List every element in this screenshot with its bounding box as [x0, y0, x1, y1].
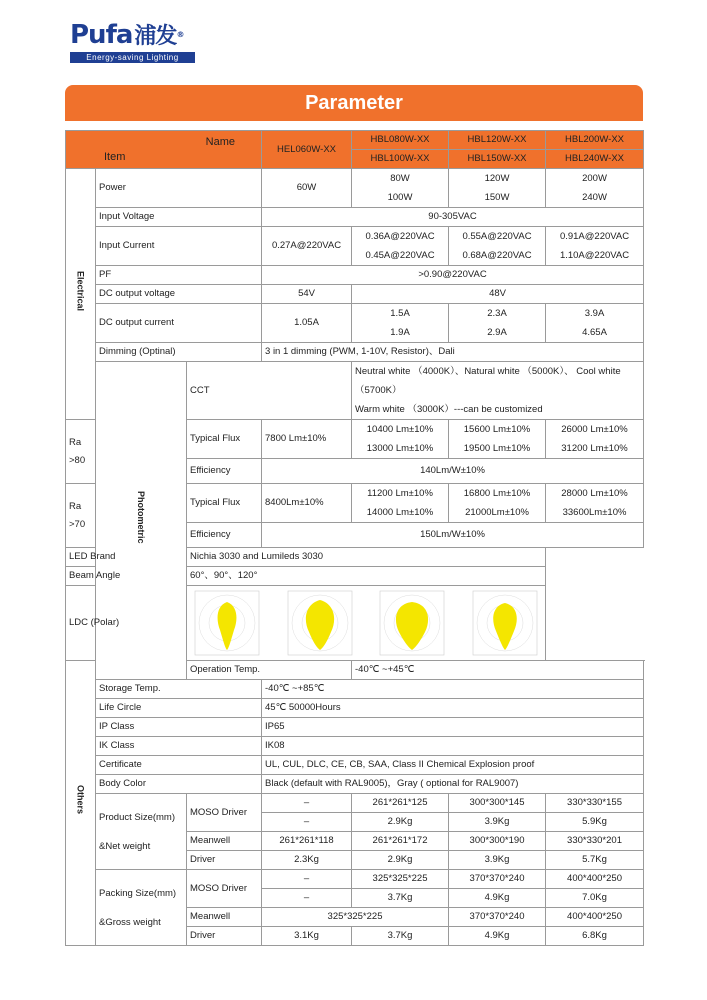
- ra70-label: Ra >70: [66, 484, 96, 548]
- ra70-v1: 8400Lm±10%: [262, 484, 352, 523]
- power-v3a: 120W: [484, 173, 510, 184]
- product-driver-label: Driver: [187, 851, 262, 870]
- ra80-v2b: 13000 Lm±10%: [366, 443, 434, 454]
- dc-voltage-v2: 48V: [352, 285, 644, 304]
- product-mw-size-2: 261*261*172: [352, 832, 449, 851]
- product-moso-size-2: 261*261*125: [352, 794, 449, 813]
- row-ip: [66, 718, 644, 737]
- ra80-v4a: 26000 Lm±10%: [561, 424, 628, 435]
- polar-curve: [396, 602, 428, 650]
- body-color-label: Body Color: [96, 775, 262, 794]
- logo-cn: 浦发: [134, 24, 177, 49]
- dc-current-v1: 1.05A: [262, 304, 352, 343]
- dc-current-label: DC output current: [96, 304, 262, 343]
- row-beam-angle: [66, 567, 644, 586]
- packing-moso-weight-4: 7.0Kg: [546, 889, 644, 908]
- packing-moso-size-1: –: [262, 870, 352, 889]
- input-voltage-label: Input Voltage: [96, 208, 262, 227]
- power-v2b: 100W: [387, 192, 413, 203]
- input-voltage-value: 90-305VAC: [262, 208, 644, 227]
- packing-meanwell-label: Meanwell: [187, 908, 262, 927]
- ra80-v4b: 31200 Lm±10%: [561, 443, 628, 454]
- ra80-v3a: 15600 Lm±10%: [463, 424, 531, 435]
- product-moso-size-4: 330*330*155: [546, 794, 644, 813]
- life-label: Life Circle: [96, 699, 262, 718]
- input-current-label: Input Current: [96, 227, 262, 266]
- row-ik: [66, 737, 644, 756]
- life-value: 45℃ 50000Hours: [262, 699, 644, 718]
- pf-value: >0.90@220VAC: [262, 266, 644, 285]
- row-input-current: [66, 227, 644, 266]
- product-moso-size-3: 300*300*145: [449, 794, 546, 813]
- cct-line1: Neutral white （4000K）、Natural white （5000K）、 Cool white （5700K）: [355, 366, 621, 396]
- header-row: [66, 131, 644, 150]
- product-mw-weight-1: 2.3Kg: [262, 851, 352, 870]
- row-dc-current: [66, 304, 644, 343]
- power-v3b: 150W: [484, 192, 510, 203]
- polar-diagram-4: [472, 590, 538, 656]
- packing-mw-size-12: 325*325*225: [262, 908, 449, 927]
- packing-moso-label: MOSO Driver: [187, 870, 262, 908]
- product-mw-size-4: 330*330*201: [546, 832, 644, 851]
- packing-moso-size-2: 325*325*225: [352, 870, 449, 889]
- polar-curve: [218, 602, 237, 650]
- ra80-v3b: 19500 Lm±10%: [463, 443, 531, 454]
- dc-current-v4b: 4.65A: [582, 327, 607, 338]
- power-label: Power: [96, 169, 262, 208]
- net-weight-label: &Net weight: [99, 840, 151, 852]
- brand-logo: [70, 20, 210, 68]
- packing-moso-weight-1: –: [262, 889, 352, 908]
- row-dc-voltage: [66, 285, 644, 304]
- led-brand-label: LED Brand: [66, 548, 187, 567]
- body-color-value: Black (default with RAL9005)，Gray ( optional for RAL9007): [262, 775, 644, 794]
- header-col4b: HBL240W-XX: [546, 150, 644, 169]
- polar-diagram-120: [379, 590, 445, 656]
- packing-mw-weight-4: 6.8Kg: [546, 927, 644, 946]
- page-title: Parameter: [65, 85, 643, 121]
- parameter-table: [65, 130, 644, 946]
- power-v1: 60W: [262, 169, 352, 208]
- storage-temp-label: Storage Temp.: [96, 680, 262, 699]
- ra80-v2a: 10400 Lm±10%: [366, 424, 434, 435]
- product-moso-weight-2: 2.9Kg: [352, 813, 449, 832]
- ra80-eff: 140Lm/W±10%: [262, 459, 644, 484]
- logo-brand: Pufa: [70, 20, 133, 50]
- cct-label: CCT: [187, 362, 352, 420]
- dc-current-v3b: 2.9A: [487, 327, 507, 338]
- pf-label: PF: [96, 266, 262, 285]
- packing-mw-weight-1: 3.1Kg: [262, 927, 352, 946]
- logo-tagline: Energy-saving Lighting: [70, 52, 195, 63]
- dimming-label: Dimming (Optinal): [96, 343, 262, 362]
- row-body-color: [66, 775, 644, 794]
- packing-moso-weight-2: 3.7Kg: [352, 889, 449, 908]
- ra80-label: Ra >80: [66, 420, 96, 484]
- ra70-v4a: 28000 Lm±10%: [561, 488, 628, 499]
- packing-size-label: Packing Size(mm): [99, 887, 177, 899]
- header-name-item: [66, 131, 262, 169]
- packing-moso-size-4: 400*400*250: [546, 870, 644, 889]
- packing-mw-size-3: 370*370*240: [449, 908, 546, 927]
- product-moso-weight-1: –: [262, 813, 352, 832]
- header-col2a: HBL080W-XX: [352, 131, 449, 150]
- operation-temp-label: Operation Temp.: [187, 661, 352, 680]
- dc-current-v2a: 1.5A: [390, 308, 410, 319]
- ra70-v3a: 16800 Lm±10%: [463, 488, 531, 499]
- product-moso-weight-3: 3.9Kg: [449, 813, 546, 832]
- ra70-eff: 150Lm/W±10%: [262, 523, 644, 548]
- ik-value: IK08: [262, 737, 644, 756]
- input-current-v3b: 0.68A@220VAC: [462, 250, 532, 261]
- ra80-v1: 7800 Lm±10%: [262, 420, 352, 459]
- product-mw-size-3: 300*300*190: [449, 832, 546, 851]
- polar-curve: [306, 600, 334, 650]
- ra70-flux-label: Typical Flux: [187, 484, 262, 523]
- input-current-v1: 0.27A@220VAC: [262, 227, 352, 266]
- ra70-v2b: 14000 Lm±10%: [366, 507, 434, 518]
- ra70-eff-label: Efficiency: [187, 523, 262, 548]
- ra80-eff-label: Efficiency: [187, 459, 262, 484]
- product-mw-weight-2: 2.9Kg: [352, 851, 449, 870]
- row-product-moso-size: [66, 794, 644, 813]
- certificate-value: UL, CUL, DLC, CE, CB, SAA, Class II Chemical Explosion proof: [262, 756, 644, 775]
- header-col4a: HBL200W-XX: [546, 131, 644, 150]
- packing-mw-size-4: 400*400*250: [546, 908, 644, 927]
- header-item: Item: [104, 151, 126, 163]
- product-moso-label: MOSO Driver: [187, 794, 262, 832]
- row-packing-moso-size: [66, 870, 644, 889]
- input-current-v3a: 0.55A@220VAC: [462, 231, 532, 242]
- certificate-label: Certificate: [96, 756, 262, 775]
- polar-diagrams: [190, 586, 542, 660]
- dimming-value: 3 in 1 dimming (PWM, 1-10V, Resistor)、Dali: [262, 343, 644, 362]
- ip-value: IP65: [262, 718, 644, 737]
- ra70-v4b: 33600Lm±10%: [562, 507, 627, 518]
- polar-diagram-60: [194, 590, 260, 656]
- led-brand-value: Nichia 3030 and Lumileds 3030: [187, 548, 546, 567]
- row-pf: [66, 266, 644, 285]
- product-mw-weight-3: 3.9Kg: [449, 851, 546, 870]
- header-col3b: HBL150W-XX: [449, 150, 546, 169]
- row-led-brand: [66, 548, 644, 567]
- header-name: Name: [205, 136, 236, 148]
- header-col3a: HBL120W-XX: [449, 131, 546, 150]
- power-v2a: 80W: [390, 173, 410, 184]
- storage-temp-value: -40℃ ~+85℃: [262, 680, 644, 699]
- ip-label: IP Class: [96, 718, 262, 737]
- group-photometric: Photometric: [96, 362, 187, 680]
- product-size-label: Product Size(mm): [99, 811, 176, 823]
- product-moso-weight-4: 5.9Kg: [546, 813, 644, 832]
- cct-line2: Warm white （3000K）---can be customized: [355, 404, 543, 415]
- packing-moso-size-3: 370*370*240: [449, 870, 546, 889]
- power-v4a: 200W: [582, 173, 607, 184]
- input-current-v2a: 0.36A@220VAC: [365, 231, 435, 242]
- row-ldc: [66, 586, 644, 661]
- header-col1: HEL060W-XX: [262, 131, 352, 169]
- polar-curve: [493, 603, 517, 650]
- ik-label: IK Class: [96, 737, 262, 756]
- dc-current-v3a: 2.3A: [487, 308, 507, 319]
- packing-mw-weight-3: 4.9Kg: [449, 927, 546, 946]
- dc-current-v4a: 3.9A: [584, 308, 605, 319]
- ra70-v2a: 11200 Lm±10%: [367, 488, 433, 499]
- packing-driver-label: Driver: [187, 927, 262, 946]
- product-mw-size-1: 261*261*118: [262, 832, 352, 851]
- row-dimming: [66, 343, 644, 362]
- row-input-voltage: [66, 208, 644, 227]
- row-certificate: [66, 756, 644, 775]
- dc-voltage-label: DC output voltage: [96, 285, 262, 304]
- packing-moso-weight-3: 4.9Kg: [449, 889, 546, 908]
- input-current-v4b: 1.10A@220VAC: [559, 250, 630, 261]
- row-power: [66, 169, 644, 208]
- gross-weight-label: &Gross weight: [99, 916, 161, 928]
- logo-reg: ®: [176, 30, 184, 39]
- beam-angle-value: 60°、90°、120°: [187, 567, 546, 586]
- dc-voltage-v1: 54V: [262, 285, 352, 304]
- dc-current-v2b: 1.9A: [390, 327, 410, 338]
- input-current-v4a: 0.91A@220VAC: [559, 231, 630, 242]
- power-v4b: 240W: [582, 192, 607, 203]
- operation-temp-value: -40℃ ~+45℃: [352, 661, 644, 680]
- polar-diagram-90: [287, 590, 353, 656]
- row-cct: [66, 362, 644, 420]
- beam-angle-label: Beam Angle: [66, 567, 187, 586]
- input-current-v2b: 0.45A@220VAC: [365, 250, 435, 261]
- row-life: [66, 699, 644, 718]
- product-mw-weight-4: 5.7Kg: [546, 851, 644, 870]
- ldc-label: LDC (Polar): [66, 586, 187, 661]
- header-col2b: HBL100W-XX: [352, 150, 449, 169]
- packing-mw-weight-2: 3.7Kg: [352, 927, 449, 946]
- ra70-v3b: 21000Lm±10%: [465, 507, 529, 518]
- ra80-flux-label: Typical Flux: [187, 420, 262, 459]
- row-storage-temp: [66, 680, 644, 699]
- group-electrical: Electrical: [66, 169, 96, 420]
- product-moso-size-1: –: [262, 794, 352, 813]
- group-others: Others: [66, 661, 96, 946]
- product-meanwell-label: Meanwell: [187, 832, 262, 851]
